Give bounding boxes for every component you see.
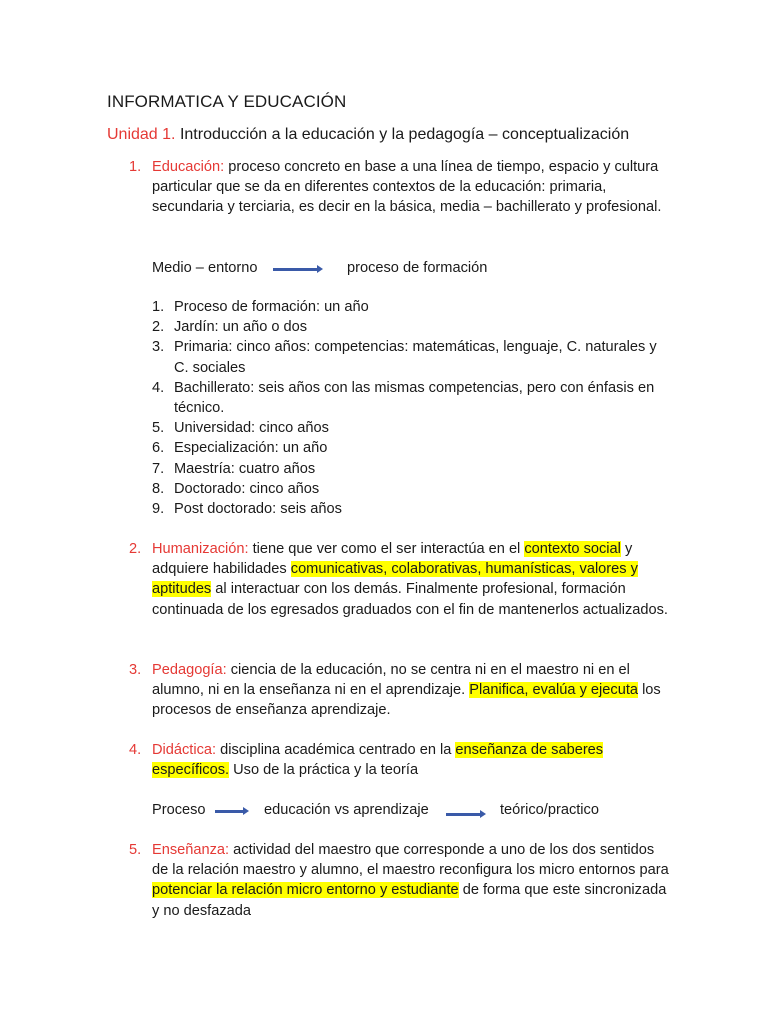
list-item: 8. Doctorado: cinco años xyxy=(152,480,320,497)
item-text: Uso de la práctica y la teoría xyxy=(233,762,419,779)
flow-step-a: Proceso xyxy=(152,802,206,818)
item-text: y adquiere habilidades xyxy=(152,541,633,578)
flow-left: Medio – entorno xyxy=(152,260,258,276)
item-text: los procesos de enseñanza aprendizaje. xyxy=(152,682,661,719)
item-number: 4. xyxy=(129,742,142,758)
item-text: tiene que ver como el ser interactúa en el xyxy=(252,541,521,557)
arrow-right-icon xyxy=(273,268,319,271)
item-didactica xyxy=(152,740,672,780)
item-term: Humanización: xyxy=(152,541,249,557)
unit-text: Introducción a la educación y la pedagogía – conceptualización xyxy=(179,126,630,143)
flow-right: proceso de formación xyxy=(347,260,488,276)
arrow-right-icon xyxy=(215,810,245,813)
item-term: Enseñanza: xyxy=(152,842,230,858)
item-text: ciencia de la educación, no se centra ni en el maestro ni en el alumno, ni en la enseñanza ni en el aprendizaje. xyxy=(152,662,630,699)
list-item: 3. Primaria: cinco años: competencias: matemáticas, lenguaje, C. naturales y C. sociales xyxy=(152,339,657,376)
item-humanizacion xyxy=(152,539,672,620)
flow-step-c: teórico/practico xyxy=(500,802,599,818)
item-text: proceso concreto en base a una línea de tiempo, espacio y cultura particular que se da en diferentes contextos de la educación: primaria, secundaria y terciaria, es decir en la básica, media – bachillerato y profesional. xyxy=(152,159,662,216)
highlight: enseñanza de saberes específicos. xyxy=(152,742,604,779)
list-item: 4. Bachillerato: seis años con las mismas competencias, pero con énfasis en técnico. xyxy=(152,379,655,417)
arrow-right-icon xyxy=(446,813,482,816)
item-text: actividad del maestro que corresponde a uno de los dos sentidos de la relación maestro y alumno, el maestro reconfigura los micro entornos para xyxy=(152,842,669,879)
highlight: Planifica, evalúa y ejecuta xyxy=(469,682,638,699)
list-item: 5. Universidad: cinco años xyxy=(152,420,329,437)
unit-heading xyxy=(107,126,629,144)
flow-step-b: educación vs aprendizaje xyxy=(264,802,429,818)
document-title: INFORMATICA Y EDUCACIÓN xyxy=(107,92,347,111)
highlight: comunicativas, colaborativas, humanísticas, valores y aptitudes xyxy=(152,561,638,598)
item-term: Pedagogía: xyxy=(152,662,227,678)
highlight: contexto social xyxy=(524,541,621,557)
item-educacion xyxy=(152,157,672,218)
item-text: de forma que este sincronizada y no desfazada xyxy=(152,882,667,919)
item-pedagogia xyxy=(152,660,672,721)
item-number: 2. xyxy=(129,541,142,557)
list-item: 7. Maestría: cuatro años xyxy=(152,460,316,477)
item-term: Didáctica: xyxy=(152,742,217,758)
unit-label: Unidad 1. xyxy=(107,126,176,143)
item-term: Educación: xyxy=(152,159,225,175)
item-text: disciplina académica centrado en la xyxy=(220,742,452,758)
highlight: potenciar la relación micro entorno y estudiante xyxy=(152,882,459,899)
item-number: 3. xyxy=(129,662,142,678)
item-ensenanza xyxy=(152,840,672,921)
stages-list xyxy=(152,297,672,519)
item-number: 1. xyxy=(129,159,142,175)
item-text: al interactuar con los demás. Finalmente profesional, formación continuada de los egresados graduados con el fin de mantenerlos actualizados. xyxy=(152,581,668,618)
list-item: 6. Especialización: un año xyxy=(152,440,328,457)
list-item: 1. Proceso de formación: un año xyxy=(152,299,369,315)
list-item: 9. Post doctorado: seis años xyxy=(152,501,342,518)
item-number: 5. xyxy=(129,842,142,858)
list-item: 2. Jardín: un año o dos xyxy=(152,319,308,336)
